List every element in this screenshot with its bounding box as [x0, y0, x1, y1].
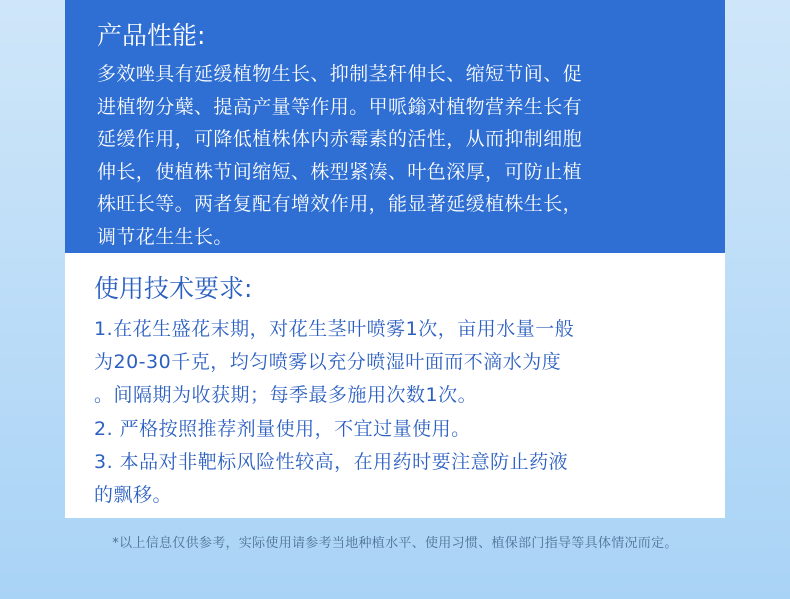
usage-line: 3. 本品对非靶标风险性较高，在用药时要注意防止药液: [94, 450, 569, 473]
usage-line: 2. 严格按照推荐剂量使用，不宜过量使用。: [94, 417, 471, 440]
usage-line: 的飘移。: [94, 484, 173, 507]
usage-line: 1.在花生盛花末期，对花生茎叶喷雾1次，亩用水量一般: [94, 318, 575, 340]
performance-line: 株旺长等。两者复配有增效作用，能显著延缓植株生长，: [97, 193, 583, 216]
performance-line: 进植物分蘖、提高产量等作用。甲哌鎓对植物营养生长有: [97, 95, 583, 118]
usage-heading: 使用技术要求:: [94, 274, 253, 303]
disclaimer-footnote: *以上信息仅供参考，实际使用请参考当地种植水平、使用习惯、植保部门指导等具体情况而定。: [112, 536, 678, 551]
performance-heading: 产品性能:: [97, 21, 206, 50]
performance-line: 伸长，使植株节间缩短、株型紧凑、叶色深厚，可防止植: [97, 160, 583, 183]
performance-line: 调节花生生长。: [97, 225, 233, 248]
usage-line: 为20-30千克，均匀喷雾以充分喷湿叶面而不滴水为度: [94, 351, 562, 374]
usage-line: 。间隔期为收获期；每季最多施用次数1次。: [94, 384, 478, 407]
product-performance-panel: [65, 0, 725, 253]
usage-requirements-panel: [65, 253, 725, 518]
performance-line: 多效唑具有延缓植物生长、抑制茎秆伸长、缩短节间、促: [97, 63, 583, 85]
performance-line: 延缓作用，可降低植株体内赤霉素的活性，从而抑制细胞: [97, 128, 583, 151]
